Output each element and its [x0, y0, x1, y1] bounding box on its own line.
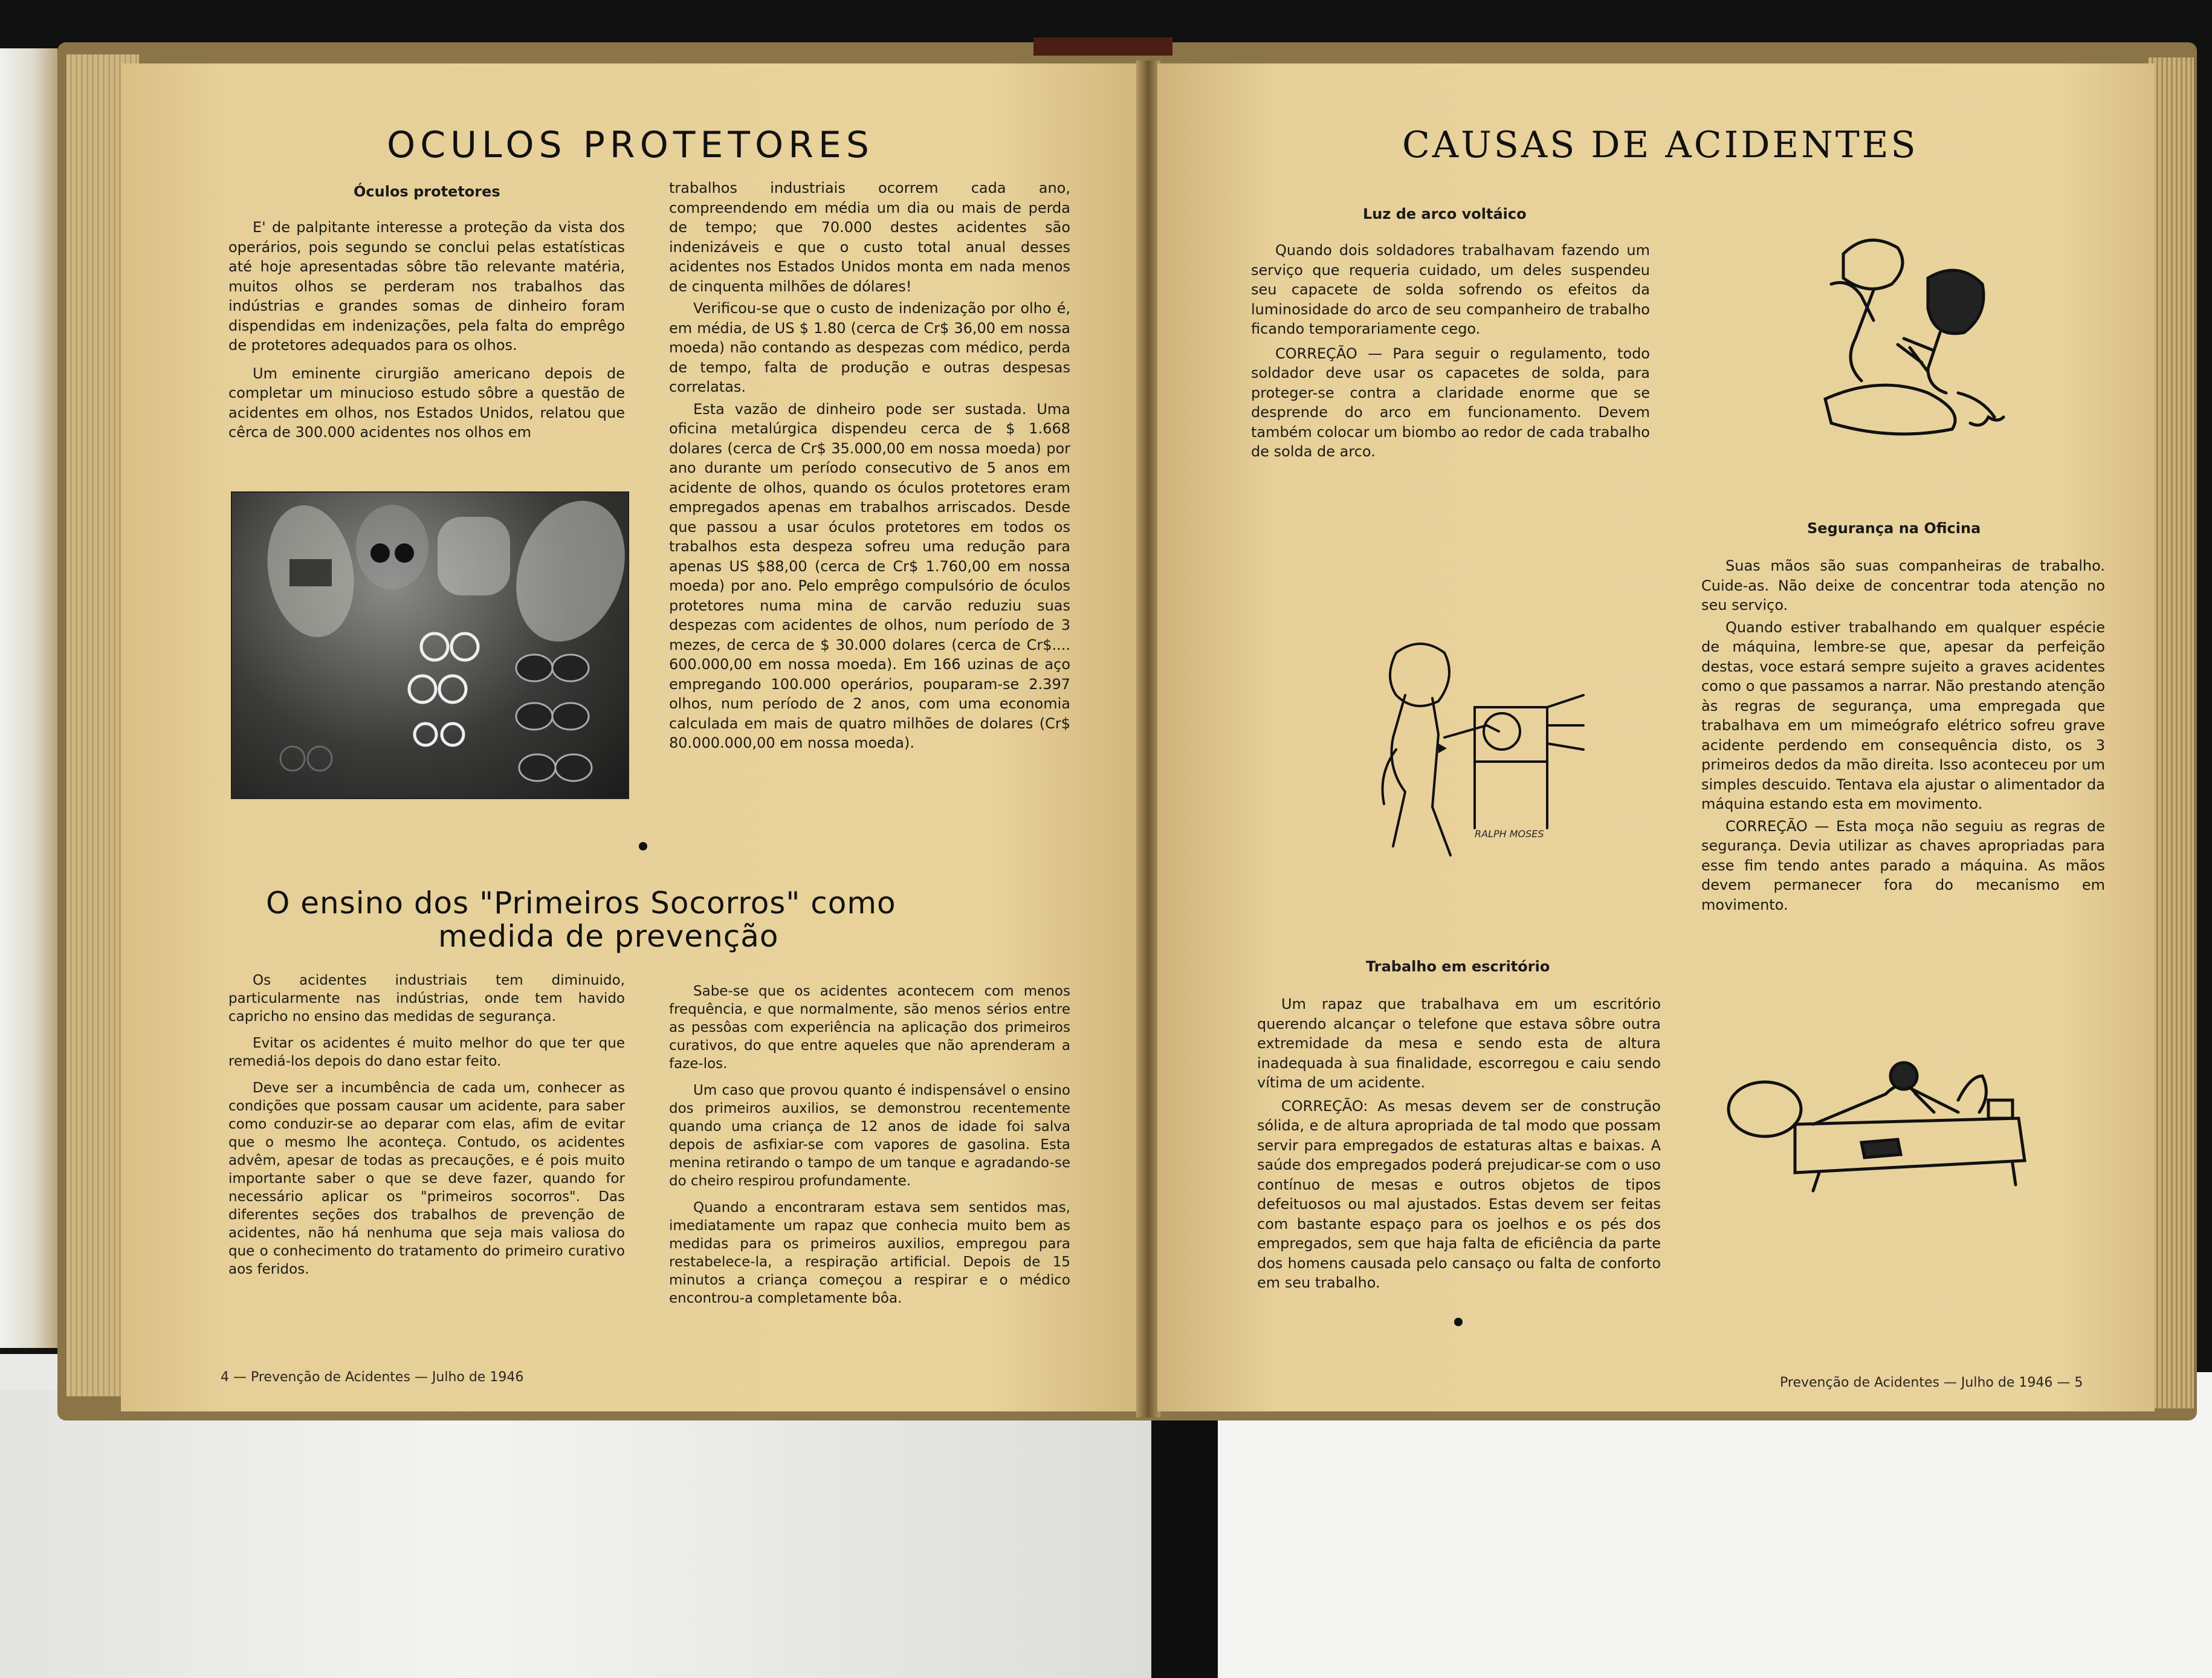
spine-top [1033, 37, 1172, 56]
cloth-left-fold [0, 1390, 1160, 1678]
paragraph: trabalhos industriais ocorrem cada ano, compreendendo em média um dia ou mais de perda de tempo; que 70.000 destes acidentes são indenizáveis e que o custo total anual desses acidentes nos Estados Unidos monta em nada menos de cinquenta milhões de dólares! [669, 180, 1070, 295]
left-page-title: OCULOS PROTETORES [387, 124, 874, 166]
goggles-photo [231, 491, 629, 799]
paragraph: Suas mãos são suas companheiras de trabalho. Cuide-as. Não deixe de concentrar toda atenção no seu serviço. [1701, 557, 2105, 614]
section-bullet [1454, 1318, 1463, 1326]
right-page-title: CAUSAS DE ACIDENTES [1402, 124, 1918, 166]
right-page-footer: Prevenção de Acidentes — Julho de 1946 — 5 [1780, 1375, 2083, 1390]
office-illustration [1722, 1052, 2037, 1197]
paragraph: Evitar os acidentes é muito melhor do que ter que remediá-los depois do dano estar feito. [228, 1035, 625, 1069]
paragraph: CORREÇÃO — Para seguir o regulamento, todo soldador deve usar os capacetes de solda, para proteger-se contra a claridade enorme que se desprende do arco em funcionamento. Devem também colocar um biombo ao redor de cada trabalho de solda de arco. [1251, 345, 1650, 460]
section2-title-line2: medida de prevenção [438, 919, 779, 954]
welders-illustration [1807, 218, 2013, 447]
oculos-subheading: Óculos protetores [354, 183, 500, 200]
mimeograph-icon [1360, 629, 1589, 858]
trabalho-escritorio-heading: Trabalho em escritório [1366, 958, 1550, 975]
goggles-photo-icon [232, 493, 628, 798]
paragraph: Os acidentes industriais tem diminuido, particularmente nas indústrias, onde tem havido capricho no ensino das medidas de segurança. [228, 973, 625, 1025]
left-col-4 [669, 982, 1070, 1307]
paragraph: Quando a encontraram estava sem sentidos mas, imediatamente um rapaz que conhecia muito bem as medidas para os primeiros auxilios, empregou para restabelece-la, a respiração artificial. Depois de 15 minutos a criança começou a respirar e o médico encontrou-a completamente bôa. [669, 1200, 1070, 1306]
left-col-2 [669, 178, 1070, 753]
page-stack-right [2149, 57, 2194, 1408]
seguranca-oficina-heading: Segurança na Oficina [1807, 520, 1981, 537]
left-page-footer: 4 — Prevenção de Acidentes — Julho de 1946 [221, 1370, 524, 1385]
mimeograph-illustration [1360, 629, 1589, 858]
right-col-s2 [1701, 556, 2105, 915]
paragraph: Um eminente cirurgião americano depois de completar um minucioso estudo sôbre a questão de acidentes em olhos, nos Estados Unidos, relatou que cêrca de 300.000 acidentes nos olhos em [228, 364, 625, 441]
book-gutter [1136, 60, 1160, 1417]
paragraph: Um rapaz que trabalhava em um escritório querendo alcançar o telefone que estava sôbre outra extremidade da mesa e sendo esta de altura inadequada à sua finalidade, escorregou e caiu sendo vítima de um acidente. [1257, 996, 1661, 1091]
paragraph: Quando estiver trabalhando em qualquer espécie de máquina, lembre-se que, apesar da perfeição destas, voce estará sempre sujeito a graves acidentes como o que passamos a narrar. Não prestando atenção às regras de segurança, uma empregada que trabalhava em um mimeógrafo elétrico sofreu grave acidente perdendo em consequência disto, os 3 primeiros dedos da mão direita. Isso aconteceu por um simples descuido. Tentava ela ajustar o alimentador da máquina estando esta em movimento. [1701, 618, 2105, 812]
paragraph: E' de palpitante interesse a proteção da vista dos operários, pois segundo se conclui pelas estatísticas até hoje apresentadas sôbre tão relevante matéria, muitos olhos se perderam nos trabalhos das indústrias e grandes somas de dinheiro foram dispendidas em indenizações, pela falta do emprêgo de protetores adequados para os olhos. [228, 219, 625, 354]
luz-arco-heading: Luz de arco voltáico [1363, 206, 1527, 222]
welders-icon [1807, 218, 2013, 447]
paragraph: Esta vazão de dinheiro pode ser sustada. Uma oficina metalúrgica dispendeu cerca de $ 1.668 dolares (cerca de Cr$ 35.000,00 em nossa moeda) por ano durante um período consecutivo de 5 anos em acidente de olhos, quando os óculos protetores eram empregados apenas em trabalhos arriscados. Desde que passou a usar óculos protetores em todos os trabalhos esta despeza sofreu uma redução para apenas US $88,00 (cerca de Cr$ 1.760,00 em nossa moeda) por ano. Pelo emprêgo compulsório de óculos protetores numa mina de carvão reduziu suas despezas com acidentes de olhos, num período de 3 mezes, de cerca de $ 30.000 dolares (cerca de Cr$.... 600.000,00 em nossa moeda). Em 166 uzinas de aço empregando 100.000 operários, pouparam-se 2.397 olhos, num período de 2 anos, com uma economia calculada em mais de quatro milhões de dolares (Cr$ 80.000.000,00 em nossa moeda). [669, 400, 1070, 751]
artist-signature: RALPH MOSES [1475, 828, 1544, 840]
paragraph: Verificou-se que o custo de indenização por olho é, em média, de US $ 1.80 (cerca de Cr$ 36,00 em nossa moeda) não contando as despezas com médico, perda de tempo, falta de produção e outras despesas correlatas. [669, 300, 1070, 395]
cloth-gap [1151, 1390, 1218, 1678]
right-col-s1 [1251, 241, 1650, 462]
left-col-1 [228, 218, 625, 442]
scanner-edge [0, 48, 57, 1348]
section-bullet [639, 842, 647, 850]
office-icon [1722, 1052, 2037, 1197]
left-col-3 [228, 971, 625, 1278]
right-col-s3 [1257, 994, 1661, 1293]
paragraph: CORREÇÃO — Esta moça não seguiu as regras de segurança. Devia utilizar as chaves apropriadas para esse fim tendo antes parado a máquina. As mãos devem permanecer fora do mecanismo em movimento. [1701, 817, 2105, 913]
paragraph: Um caso que provou quanto é indispensável o ensino dos primeiros auxilios, se demonstrou recentemente quando uma criança de 12 anos de idade foi salva depois de asfixiar-se com vapores de gasolina. Esta menina retirando o tampo de um tanque e agradando-se do cheiro respirou profundamente. [669, 1083, 1070, 1189]
paragraph: Deve ser a incumbência de cada um, conhecer as condições que possam causar um acidente, para saber como conduzir-se ao deparar com elas, afim de evitar que o mesmo lhe aconteça. Contudo, os acidentes advêm, apesar de todas as precauções, e é pois muito importante saber o que se deve fazer, quando for necessário aplicar os "primeiros socorros". Das diferentes seções dos trabalhos de prevenção de acidentes, não há nenhuma que seja mais valiosa do que o conhecimento do tratamento do primeiro curativo aos feridos. [228, 1080, 625, 1277]
paragraph: Sabe-se que os acidentes acontecem com menos frequência, e que normalmente, são menos sérios entre as pessôas com experiência na aplicação dos primeiros curativos, do que entre aqueles que não aprenderam a faze-los. [669, 983, 1070, 1072]
paragraph: Quando dois soldadores trabalhavam fazendo um serviço que requeria cuidado, um deles suspendeu seu capacete de solda sofrendo os efeitos da luminosidade do arco de seu companheiro de trabalho ficando temporariamente cego. [1251, 242, 1650, 337]
paragraph: CORREÇÃO: As mesas devem ser de construção sólida, e de altura apropriada de tal modo que possam servir para empregados de estaturas altas e baixas. A saúde dos empregados poderá prejudicar-se com o uso contínuo de mesas e outros objetos de tipos defeituosos ou mal ajustados. Estas devem ser feitas com bastante espaço para os joelhos e os pés dos empregados, sem que haja falta de eficiência da parte dos homens causada pelo cansaço ou falta de conforto em seu trabalho. [1257, 1097, 1661, 1291]
section2-title-line1: O ensino dos "Primeiros Socorros" como [266, 886, 896, 921]
